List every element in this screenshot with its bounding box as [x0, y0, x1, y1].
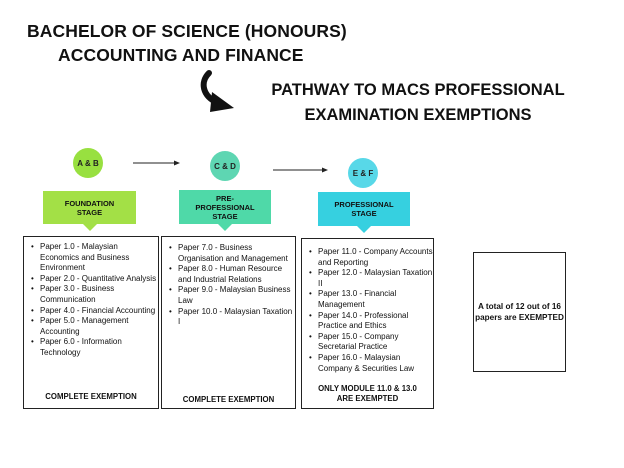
pathway-title-line2: EXAMINATION EXEMPTIONS [304, 106, 532, 124]
list-item: • Paper 3.0 - Business Communication [40, 284, 158, 305]
list-item: • Paper 2.0 - Quantitative Analysis [40, 274, 158, 285]
stage-pointer-icon [357, 226, 371, 233]
pathway-title [250, 78, 586, 128]
paper-list [162, 243, 295, 328]
stage-label-line: STAGE [212, 211, 238, 221]
pre-professional-papers-panel [161, 236, 296, 409]
stage-pointer-icon [218, 224, 232, 231]
stage-badge-c-d: C & D [210, 151, 240, 181]
curved-arrow-icon [196, 70, 240, 116]
professional-papers-panel [301, 238, 434, 409]
pathway-title-line1: PATHWAY TO MACS PROFESSIONAL [271, 81, 565, 99]
stage-badge-e-f: E & F [348, 158, 378, 188]
list-item: • Paper 1.0 - Malaysian Economics and Business Environment [40, 242, 158, 274]
degree-title-line1: BACHELOR OF SCIENCE (HONOURS) [27, 21, 347, 41]
list-item: • Paper 10.0 - Malaysian Taxation I [178, 307, 295, 328]
degree-title-line2: ACCOUNTING AND FINANCE [58, 45, 304, 65]
summary-line: A total of 12 out of 16 [478, 302, 561, 311]
list-item: • Paper 16.0 - Malaysian Company & Securities Law [318, 353, 433, 374]
right-arrow-icon [273, 165, 329, 175]
list-item: • Paper 15.0 - Company Secretarial Practice [318, 332, 433, 353]
exemption-note: COMPLETE EXEMPTION [45, 392, 137, 401]
exemption-note: COMPLETE EXEMPTION [182, 395, 275, 404]
exemption-note-line: ARE EXEMPTED [336, 394, 399, 403]
list-item: • Paper 13.0 - Financial Management [318, 289, 433, 310]
list-item: • Paper 6.0 - Information Technology [40, 337, 158, 358]
pre-professional-stage-label [179, 190, 271, 224]
stage-pointer-icon [83, 224, 97, 231]
exemption-note-line: ONLY MODULE 11.0 & 13.0 [318, 384, 417, 393]
list-item: • Paper 8.0 - Human Resource and Industrial Relations [178, 264, 295, 285]
foundation-papers-panel [23, 236, 159, 409]
professional-stage-label [318, 192, 410, 226]
stage-badge-a-b: A & B [73, 148, 103, 178]
paper-list [302, 247, 433, 374]
list-item: • Paper 7.0 - Business Organisation and Management [178, 243, 295, 264]
list-item: • Paper 5.0 - Management Accounting [40, 316, 158, 337]
stage-label-line: STAGE [351, 209, 377, 218]
summary-text [475, 301, 564, 323]
stage-label-line: PROFESSIONAL [195, 202, 255, 212]
stage-label-line: PROFESSIONAL [334, 200, 394, 209]
list-item: • Paper 4.0 - Financial Accounting [40, 306, 158, 317]
paper-list [24, 242, 158, 359]
stage-label-line: FOUNDATION [64, 198, 115, 208]
foundation-stage-label [43, 191, 136, 224]
summary-line: papers are EXEMPTED [475, 313, 564, 322]
right-arrow-icon [133, 158, 181, 168]
stage-label-line: PRE- [216, 193, 234, 203]
list-item: • Paper 14.0 - Professional Practice and Ethics [318, 311, 433, 332]
list-item: • Paper 9.0 - Malaysian Business Law [178, 285, 295, 306]
list-item: • Paper 11.0 - Company Accounts and Reporting [318, 247, 433, 268]
exemption-note [302, 384, 433, 404]
stage-label-line: STAGE [76, 207, 103, 217]
summary-panel [473, 252, 566, 372]
list-item: • Paper 12.0 - Malaysian Taxation II [318, 268, 433, 289]
